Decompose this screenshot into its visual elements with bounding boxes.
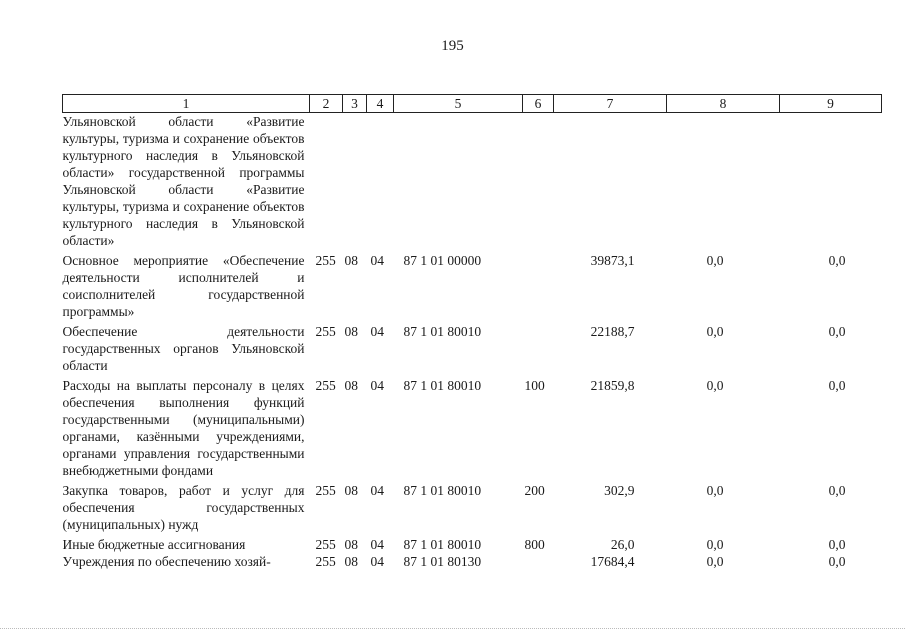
row-name: Иные бюджетные ассигнования: [62, 537, 246, 552]
cell-amount-2: 0,0: [706, 253, 724, 268]
cell-amount-3: [780, 113, 882, 250]
table-row: [63, 374, 882, 479]
cell-amount-1: 17684,4: [590, 554, 635, 569]
cell-section: [343, 113, 367, 250]
cell-amount-2: 0,0: [706, 537, 724, 552]
table-row: [63, 533, 882, 553]
cell-subsection: [367, 113, 394, 250]
cell-expense-type: 200: [524, 483, 545, 498]
col-header-1: 1: [63, 95, 310, 113]
cell-amount-3: 0,0: [828, 483, 846, 498]
cell-target-article: [394, 113, 523, 250]
col-header-4: 4: [367, 95, 394, 113]
cell-amount-2: 0,0: [706, 378, 724, 393]
cell-target-article: 87 1 01 80010: [403, 537, 482, 552]
scan-edge-divider: [0, 628, 905, 630]
cell-section: 08: [344, 324, 358, 339]
cell-amount-3: 0,0: [828, 537, 846, 552]
cell-section: 08: [344, 554, 358, 569]
cell-amount-1: [554, 113, 667, 250]
cell-expense-type: [523, 249, 554, 320]
cell-subsection: 04: [370, 378, 384, 393]
table-row: [63, 553, 882, 570]
cell-subsection: 04: [370, 554, 384, 569]
cell-expense-type: 800: [524, 537, 545, 552]
cell-amount-3: 0,0: [828, 378, 846, 393]
row-name: Ульяновской области «Развитие культуры, туризма и сохранение объектов культурного наследия в Ульяновской области» государственной программы Ульяновской области «Развитие культуры, туризма и сохранение объектов культурного наследия в Ульяновской области»: [62, 114, 305, 248]
cell-ministry: 255: [315, 537, 336, 552]
page-number: 195: [441, 38, 464, 54]
row-name: Закупка товаров, работ и услуг для обеспечения государственных (муниципальных) нужд: [62, 483, 305, 532]
table-row: [63, 320, 882, 374]
cell-expense-type: 100: [524, 378, 545, 393]
cell-target-article: 87 1 01 80010: [403, 378, 482, 393]
cell-subsection: 04: [370, 324, 384, 339]
cell-amount-1: 21859,8: [590, 378, 635, 393]
header-row: [63, 95, 882, 113]
row-name: Обеспечение деятельности государственных органов Ульяновской области: [62, 324, 305, 373]
table-row: [63, 479, 882, 533]
cell-ministry: [310, 113, 343, 250]
cell-amount-1: 302,9: [604, 483, 635, 498]
cell-expense-type: [523, 320, 554, 374]
col-header-9: 9: [780, 95, 882, 113]
cell-target-article: 87 1 01 80010: [403, 483, 482, 498]
col-header-3: 3: [343, 95, 367, 113]
cell-target-article: 87 1 01 00000: [403, 253, 482, 268]
cell-amount-1: 26,0: [610, 537, 635, 552]
cell-amount-2: 0,0: [706, 483, 724, 498]
cell-subsection: 04: [370, 537, 384, 552]
cell-ministry: 255: [315, 554, 336, 569]
cell-ministry: 255: [315, 378, 336, 393]
cell-amount-3: 0,0: [828, 554, 846, 569]
cell-section: 08: [344, 378, 358, 393]
cell-expense-type: [523, 113, 554, 250]
cell-amount-2: 0,0: [706, 554, 724, 569]
cell-amount-1: 39873,1: [590, 253, 635, 268]
col-header-8: 8: [667, 95, 780, 113]
cell-subsection: 04: [370, 483, 384, 498]
cell-subsection: 04: [370, 253, 384, 268]
cell-section: 08: [344, 537, 358, 552]
cell-ministry: 255: [315, 324, 336, 339]
table-row: [63, 113, 882, 250]
cell-target-article: 87 1 01 80010: [403, 324, 482, 339]
row-name: Расходы на выплаты персоналу в целях обеспечения выполнения функций государственными (муниципальными) органами, казёнными учреждениями, органами управления государственными внебюджетными фондами: [62, 378, 305, 478]
table-row: [63, 249, 882, 320]
cell-section: 08: [344, 253, 358, 268]
col-header-7: 7: [554, 95, 667, 113]
cell-amount-2: 0,0: [706, 324, 724, 339]
row-name: Основное мероприятие «Обеспечение деятельности исполнителей и соисполнителей государственной программы»: [62, 253, 305, 319]
cell-section: 08: [344, 483, 358, 498]
cell-amount-2: [667, 113, 780, 250]
cell-amount-3: 0,0: [828, 324, 846, 339]
col-header-6: 6: [523, 95, 554, 113]
row-name: Учреждения по обеспечению хозяй-: [62, 554, 271, 569]
col-header-2: 2: [310, 95, 343, 113]
cell-ministry: 255: [315, 483, 336, 498]
col-header-5: 5: [394, 95, 523, 113]
cell-ministry: 255: [315, 253, 336, 268]
cell-amount-3: 0,0: [828, 253, 846, 268]
cell-amount-1: 22188,7: [590, 324, 635, 339]
cell-expense-type: [523, 553, 554, 570]
budget-table: [62, 94, 882, 570]
cell-target-article: 87 1 01 80130: [403, 554, 482, 569]
